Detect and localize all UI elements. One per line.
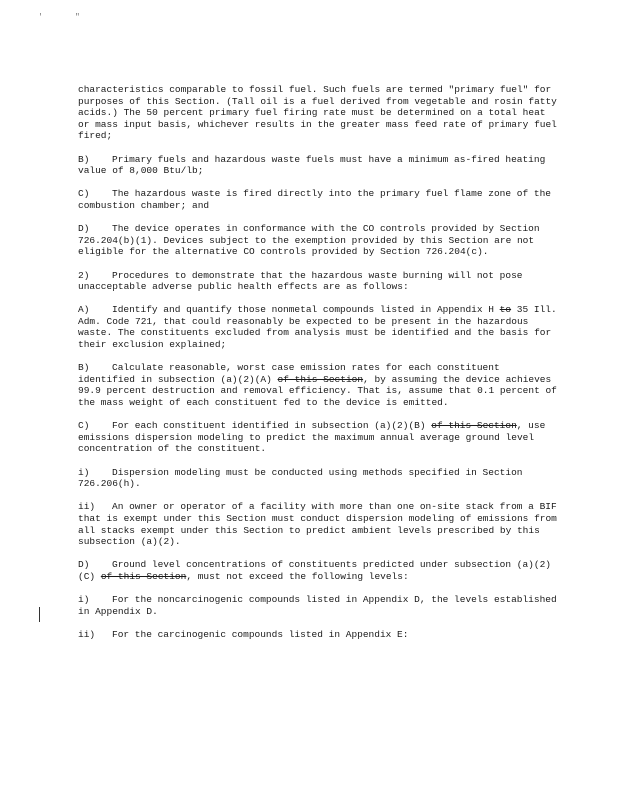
paragraph-ii-carcinogenic: ii) For the carcinogenic compounds listed in Appendix E:	[78, 628, 409, 640]
paragraph-i-modeling: i) Dispersion modeling must be conducted using methods specified in Section 726.206(h).	[78, 466, 523, 490]
scan-mark-right: "	[75, 13, 80, 22]
paragraph-intro: characteristics comparable to fossil fuel. Such fuels are termed "primary fuel" for purposes of this Section. (Tall oil is a fuel derived from vegetable and rosin fatty acids.) The 50 percent primary fuel firing rate must be determined on a total heat or mass input basis, whichever results in the greater mass feed rate of primary fuel fired;	[78, 84, 557, 142]
paragraph-d-co-controls: D) The device operates in conformance with the CO controls provided by Section 726.204(b)(1). Devices subject to the exemption provided by this Section are not eligible for the alternative CO controls provided by Section 726.204(c).	[78, 223, 540, 258]
paragraph-ii-multiple-stacks: ii) An owner or operator of a facility with more than one on-site stack from a BIF that is exempt under this Section must conduct dispersion modeling of emissions from all stacks exempt under this Section to predict ambient levels prescribed by this subsection (a)(2).	[78, 501, 557, 548]
paragraph-a-identify: A) Identify and quantify those nonmetal compounds listed in Appendix H to 35 Ill. Adm. Code 721, that could reasonably be expected to be present in the hazardous waste. The constituents excluded from analysis must be identified and the basis for their exclusion explained;	[78, 304, 557, 351]
paragraph-b-calculate: B) Calculate reasonable, worst case emission rates for each constituent identified in subsection (a)(2)(A) of this Section, by assuming the device achieves 99.9 percent destruction and removal efficiency. That is, assume that 0.1 percent of the mass weight of each constituent fed to the device is emitted.	[78, 362, 557, 409]
paragraph-i-noncarcinogenic: i) For the noncarcinogenic compounds listed in Appendix D, the levels established in Appendix D.	[78, 594, 557, 617]
paragraph-c-dispersion: C) For each constituent identified in subsection (a)(2)(B) of this Section, use emissions dispersion modeling to predict the maximum annual average ground level concentration of the constituent.	[78, 420, 546, 455]
document-body	[78, 84, 558, 641]
deleted-text: of this Section	[277, 373, 364, 385]
paragraph-b-heating-value: B) Primary fuels and hazardous waste fuels must have a minimum as-fired heating value of 8,000 Btu/lb;	[78, 153, 546, 177]
paragraph-2-procedures: 2) Procedures to demonstrate that the hazardous waste burning will not pose unacceptable adverse public health effects are as follows:	[78, 269, 523, 293]
paragraph-d-ground-level: D) Ground level concentrations of constituents predicted under subsection (a)(2)(C) of this Section, must not exceed the following levels:	[78, 559, 551, 582]
margin-change-bar	[39, 607, 40, 622]
scan-mark-left: '	[38, 13, 43, 22]
deleted-text: of this Section	[100, 570, 187, 582]
paragraph-c-flame-zone: C) The hazardous waste is fired directly into the primary fuel flame zone of the combustion chamber; and	[78, 188, 551, 211]
deleted-text: to	[499, 304, 512, 316]
deleted-text: of this Section	[431, 420, 517, 432]
